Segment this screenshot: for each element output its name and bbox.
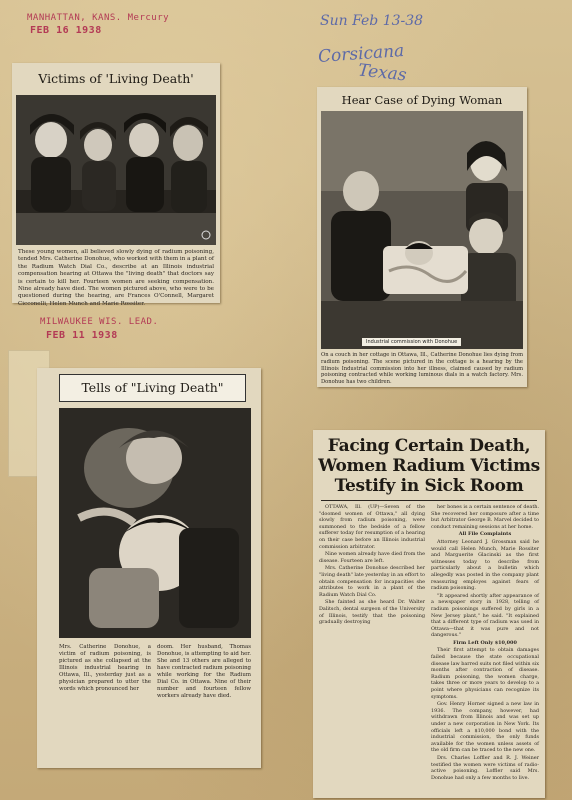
date-stamp-feb11: FEB 11 1938: [46, 330, 118, 341]
clipping-victims-of-living-death: [12, 63, 220, 307]
article-paragraph: She fainted as she heard Dr. Walter Dalitsch, dental surgeon of the University of Illinois, testify that the poisoning gradually destroying: [319, 599, 425, 626]
article-paragraph: Mrs. Catherine Donohue described her "living death" late yesterday in an effort to obtain compensation for incapacities she attributes to work in a plant of the Radium Watch Dial Co.: [319, 565, 425, 598]
date-stamp-feb16: FEB 16 1938: [30, 25, 102, 36]
article-paragraph: Attorney Leonard J. Grossman said he would call Helen Munch, Marie Rossiter and Marguerite Glacinski as the first witnesses today to describe from particularly about a bulletin which allegedly was posted in the company plant reassuring employes against fears of radium poisoning.: [431, 538, 539, 592]
clipping-headline: Tells of "Living Death": [59, 374, 246, 402]
newspaper-stamp-manhattan: MANHATTAN, KANS. Mercury: [27, 13, 170, 23]
photo-inset-label: Industrial commission with Donohue: [362, 338, 461, 346]
article-paragraph: "It appeared shortly after appearance of a newspaper story in 1928, telling of radium poisonings suffered by girls in a New Jersey plant," he said. "It explained that a different type of radium was used in Ottawa—that it was pure and not dangerous.": [431, 592, 539, 639]
photo-illustration: [16, 95, 216, 245]
article-paragraph: Drs. Charles Loffler and R. J. Weiner testified the women were victims of radio-active poisoning. Loffler said Mrs. Donohue had only a few months to live.: [431, 754, 539, 781]
newspaper-stamp-milwaukee: MILWAUKEE WIS. LEAD.: [40, 317, 159, 327]
article-paragraph: OTTAWA, Ill. (UP)—Seven of the "doomed women of Ottawa," all dying slowly from radium poisoning, were summoned to the bedside of a fellow sufferer today for resumption of a hearing on their case before an Illinois industrial commission arbitrator.: [319, 504, 425, 550]
article-column-1: [319, 504, 425, 627]
handwritten-date: Sun Feb 13-38: [320, 13, 424, 29]
clipping-hear-case-of-dying-woman: [317, 87, 527, 387]
clipping-caption-right: doom. Her husband, Thomas Donohue, is attempting to aid her. She and 13 others are alleged to have contracted radium poisoning while working for the Radium Dial Co. in Ottawa. Nine of their number and fourteen fellow workers already have died.: [157, 644, 251, 699]
clipping-caption: These young women, all believed slowly dying of radium poisoning, tended Mrs. Catherine Donohue, who worked with them in a plant of the Radium Watch Dial Co., describe at an Illinois industrial compensation hearing at Ottawa the "living death" that doctors say is certain to kill her. Fourteen women are seeking compensation. Nine already have died. The women pictured above, who were to be questioned during the hearing, are Frances O'Connell, Margaret Cicconelli, Helen Munch and Marie Rossiter.: [18, 249, 214, 307]
clipping-caption-left: Mrs. Catherine Donohue, a victim of radium poisoning, is pictured as she collapsed at the Illinois industrial hearing in Ottawa, Ill., yesterday just as a physician prepared to utter the words which pronounced her: [59, 644, 151, 692]
article-subhead: Firm Left Only $10,000: [453, 639, 517, 646]
clipping-headline: Victims of 'Living Death': [38, 71, 194, 86]
article-paragraph: her bones is a certain sentence of death. She recovered her composure after a time but Arbitrator George B. Marvel decided to conduct remaining sessions at her home.: [431, 504, 539, 530]
article-paragraph: Their first attempt to obtain damages failed because the state occupational disease law barred suits not filed within six months after contraction of disease. Radium poisoning, the women charge, takes three or more years to develop to a point where physicians can recognize its symptoms.: [431, 647, 539, 700]
clipping-caption: On a couch in her cottage in Ottawa, Ill., Catherine Donohue lies dying from radium poisoning. The scene pictured in the cottage is a hearing by the Illinois Industrial commission into her illness, claimed caused by radium poisoning contracted while working luminous dials in a watch factory. Mrs. Donohue has two children.: [321, 352, 523, 386]
article-paragraph: Nine women already have died from the disease. Fourteen are left.: [319, 551, 425, 564]
clipping-headline: Hear Case of Dying Woman: [341, 93, 503, 107]
photo-hearing-at-bedside: [321, 111, 523, 349]
article-subhead: All File Complaints: [458, 531, 512, 538]
clipping-headline: Facing Certain Death, Women Radium Victims Testify in Sick Room: [318, 436, 540, 496]
article-column-2: [431, 504, 539, 782]
photo-collapsed-woman: [59, 408, 251, 638]
handwritten-place-texas: Texas: [357, 60, 408, 86]
handwritten-place-corsicana: Corsicana: [317, 41, 405, 67]
photo-illustration: [59, 408, 251, 638]
headline-rule: [321, 500, 537, 501]
clipping-facing-certain-death: [313, 430, 545, 798]
photo-four-women: [16, 95, 216, 245]
photo-illustration: [321, 111, 523, 349]
article-paragraph: Gov. Henry Horner signed a new law in 1936. The company, however, had withdrawn from Illinois and was set up under a new corporation in New York. Its officials left a $10,000 bond with the industrial commission, the only funds available for the women unless assets of the old firm can be traced to the new one.: [431, 701, 539, 754]
clipping-tells-of-living-death: [37, 368, 261, 768]
